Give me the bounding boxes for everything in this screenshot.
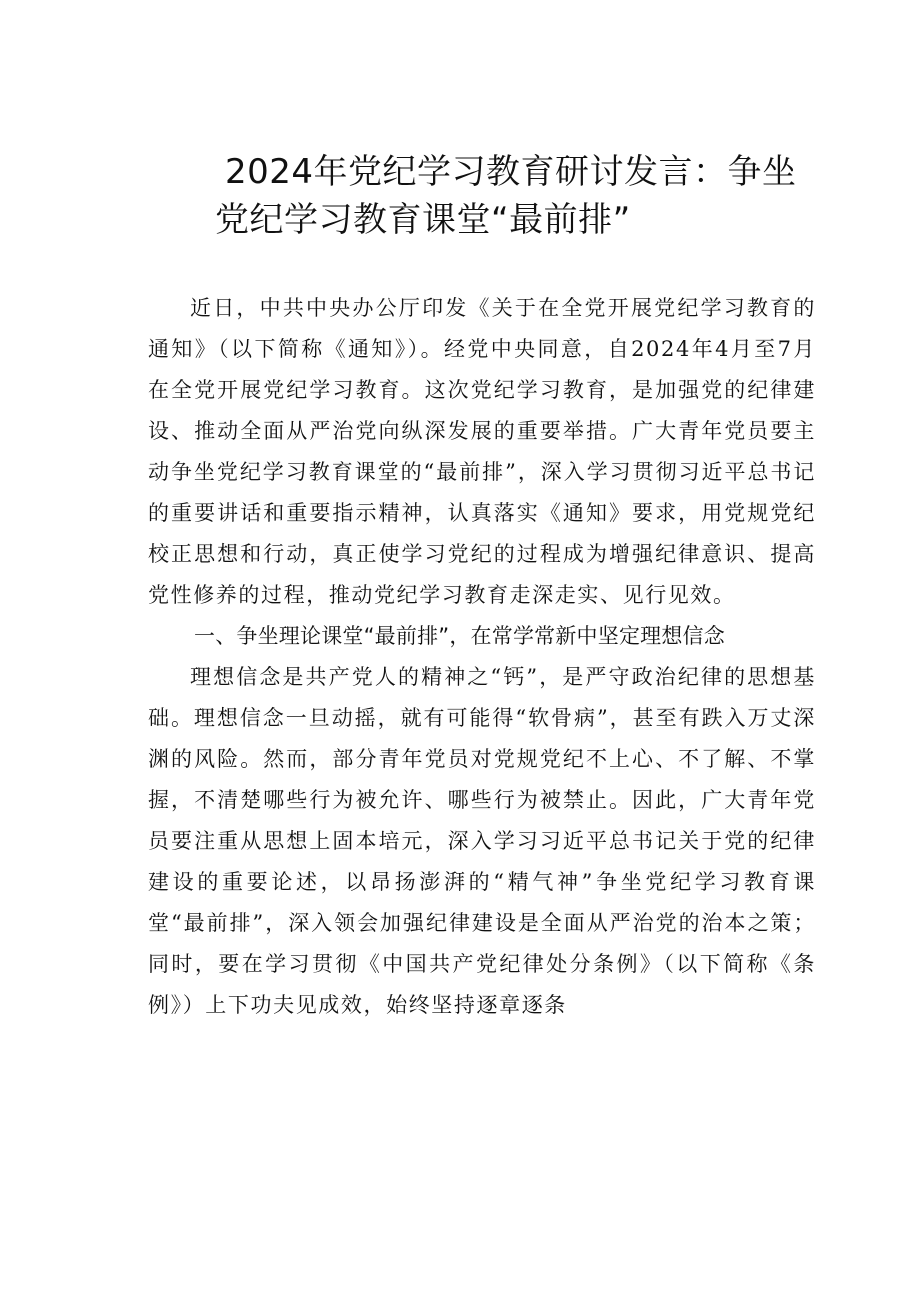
paragraph-intro: 近日，中共中央办公厅印发《关于在全党开展党纪学习教育的通知》（以下简称《通知》）。经党中央同意，自2024年4月至7月在全党开展党纪学习教育。这次党纪学习教育，是加强党的纪律建设、推动全面从严治党向纵深发展的重要举措。广大青年党员要主动争坐党纪学习教育课堂的“最前排”，深入学习贯彻习近平总书记的重要讲话和重要指示精神，认真落实《通知》要求，用党规党纪校正思想和行动，真正使学习党纪的过程成为增强纪律意识、提高党性修养的过程，推动党纪学习教育走深走实、见行见效。	[148, 296, 816, 607]
document-title	[140, 148, 840, 244]
title-line-1: 2024年党纪学习教育研讨发言：争坐	[225, 152, 797, 192]
document-body	[148, 288, 816, 1026]
section-heading-1: 一、争坐理论课堂“最前排”，在常学常新中坚定理想信念	[194, 624, 725, 648]
paragraph-section-1: 理想信念是共产党人的精神之“钙”，是严守政治纪律的思想基础。理想信念一旦动摇，就有可能得“软骨病”，甚至有跌入万丈深渊的风险。然而，部分青年党员对党规党纪不上心、不了解、不掌握，不清楚哪些行为被允许、哪些行为被禁止。因此，广大青年党员要注重从思想上固本培元，深入学习习近平总书记关于党的纪律建设的重要论述，以昂扬澎湃的“精气神”争坐党纪学习教育课堂“最前排”，深入领会加强纪律建设是全面从严治党的治本之策；同时，要在学习贯彻《中国共产党纪律处分条例》（以下简称《条例》）上下功夫见成效，始终坚持逐章逐条	[148, 665, 816, 1017]
title-line-2: 党纪学习教育课堂“最前排”	[215, 200, 631, 240]
